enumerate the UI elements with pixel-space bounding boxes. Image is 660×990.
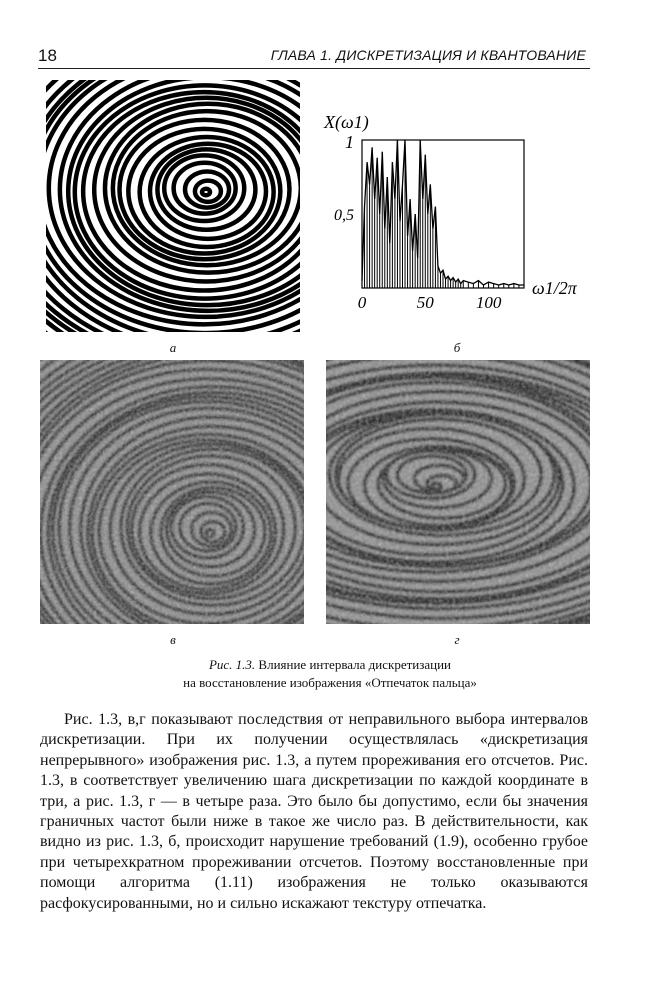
plot-frame <box>362 140 524 288</box>
sublabel-c: в <box>170 632 176 647</box>
figure-caption <box>60 656 600 692</box>
sublabel-b: б <box>453 340 461 355</box>
caption-label: Рис. 1.3. <box>208 657 256 672</box>
y-tick-label: 0,5 <box>334 207 354 224</box>
y-axis-label: X(ω1) <box>324 112 369 132</box>
caption-line2: на восстановление изображения «Отпечаток пальца» <box>183 675 477 690</box>
page-header <box>38 44 590 69</box>
spectrum-line <box>362 140 524 285</box>
x-tick-label: 50 <box>416 293 434 312</box>
sublabel-a: а <box>169 340 177 355</box>
caption-line1: Влияние интервала дискретизации <box>258 657 452 672</box>
fingerprint-binary-image <box>46 80 300 332</box>
body-paragraph: Рис. 1.3, в,г показывают последствия от неправильного выбора интервалов дискретизации. При их получении осуществлялась «дискретизация непрерывного» изображения рис. 1.3, а путем прореживания его отсчетов. Рис. 1.3, в соответствует увеличению шага дискретизации по каждой координате в три, а рис. 1.3, г — в четыре раза. Это было бы допустимо, если бы значения граничных частот были ниже в такое же число раз. В действительности, как видно из рис. 1.3, б, происходит нарушение требований (1.9), особенно грубое при четырехкратном прореживании отсчетов. Поэтому восстановленные при помощи алгоритма (1.11) изображения не только оказываются расфокусированными, но и сильно искажают текстуру отпечатка. <box>40 711 588 912</box>
fingerprint-reconstruction-4x <box>326 360 590 624</box>
fingerprint-reconstruction-3x <box>40 360 304 624</box>
page-number: 18 <box>38 46 57 65</box>
running-head: ГЛАВА 1. ДИСКРЕТИЗАЦИЯ И КВАНТОВАНИЕ <box>270 47 586 63</box>
x-axis-label: ω1/2π <box>532 278 577 298</box>
sublabel-d: г <box>454 632 460 647</box>
spectrum-chart <box>310 100 600 320</box>
x-tick-label: 0 <box>357 293 367 312</box>
y-tick-label: 1 <box>345 132 354 152</box>
x-tick-label: 100 <box>475 293 502 312</box>
